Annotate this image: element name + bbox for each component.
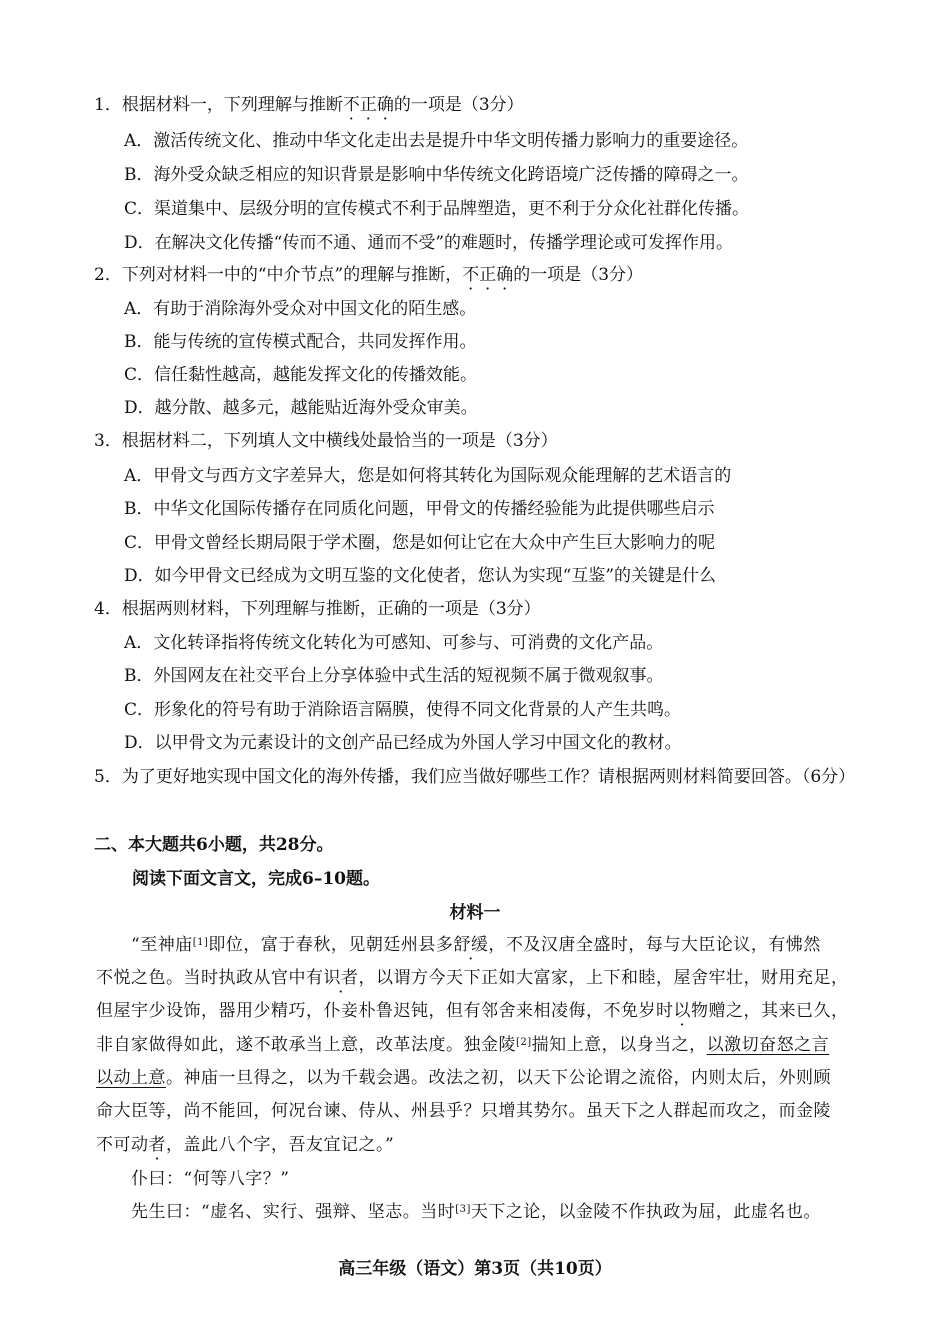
q3-option-c: C．甲骨文曾经长期局限于学术圈，您是如何让它在大众中产生巨大影响力的呢: [124, 533, 716, 553]
dotted-word: 舒缓: [453, 935, 489, 955]
passage-text: ，不及汉唐全盛时，每与大臣论议，有怫然: [488, 935, 821, 955]
passage-line-2: [96, 967, 950, 989]
passage-text: 即位，富于春秋，见朝廷州县多: [208, 935, 454, 955]
question-5-stem: 5．为了更好地实现中国文化的海外传播，我们应当做好哪些工作？请根据两则材料简要回答。（6分）: [94, 767, 856, 787]
passage-text: ，以谓方今天下正如大富家，上下和睦，屋舍牢壮，财用充足，: [358, 968, 849, 988]
passage-line-7: [96, 1134, 950, 1156]
question-3-stem: 3．根据材料二，下列填人文中横线处最恰当的一项是（3分）: [94, 431, 558, 451]
q3-option-a: A．甲骨文与西方文字差异大，您是如何将其转化为国际观众能理解的艺术语言的: [124, 466, 732, 486]
q1-option-a: A．激活传统文化、推动中华文化走出去是提升中华文明传播力影响力的重要途径。: [124, 131, 749, 151]
q2-option-b: B．能与传统的宣传模式配合，共同发挥作用。: [124, 332, 477, 352]
q1-stem-post: 的一项是（3分）: [393, 95, 524, 115]
passage-line-3: [96, 1000, 950, 1022]
q4-option-d: D．以甲骨文为元素设计的文创产品已经成为外国人学习中国文化的教材。: [124, 733, 682, 753]
dotted-word: 以: [673, 1001, 691, 1021]
passage-text: “至神庙: [131, 935, 193, 955]
passage-text: 揣知上意，以身当之，: [531, 1035, 707, 1055]
passage-line-6: 命大臣等，尚不能回，何况台谏、侍从、州县乎？只增其势尔。虽天下之人群起而攻之，而金陵: [96, 1101, 831, 1121]
page-footer: 高三年级（语文）第3页（共10页）: [338, 1259, 612, 1279]
passage-text: 天下之论，以金陵不作执政为屈，此虚名也。: [470, 1202, 821, 1222]
underlined-phrase: 以动上意: [96, 1068, 166, 1088]
passage-text: 但屋宇少设饰，器用少精巧，仆妾朴鲁迟钝，但有邻舍来相凌侮，不免岁时: [96, 1001, 674, 1021]
passage-text: 物赠之，其来已久，: [691, 1001, 849, 1021]
passage-text: 不可动: [96, 1135, 149, 1155]
material-title: 材料一: [449, 903, 501, 923]
question-1-stem: [94, 94, 950, 116]
q1-emphasis: 不正确: [342, 95, 394, 115]
question-4-stem: 4．根据两则材料，下列理解与推断，正确的一项是（3分）: [94, 599, 541, 619]
footnote-marker: [3]: [455, 1204, 471, 1215]
passage-text: 。神庙一旦得之，以为千载会遇。改法之初，以天下公论谓之流俗，内则太后，外则顾: [166, 1068, 831, 1088]
footnote-marker: [2]: [516, 1037, 532, 1048]
q2-option-d: D．越分散、越多元，越能贴近海外受众审美。: [124, 398, 478, 418]
q2-stem-pre: 2．下列对材料一中的“中介节点”的理解与推断，: [94, 265, 463, 285]
q2-option-a: A．有助于消除海外受众对中国文化的陌生感。: [124, 299, 477, 319]
underlined-phrase: 以激切奋怒之言: [706, 1035, 830, 1055]
q1-option-b: B．海外受众缺乏相应的知识背景是影响中华传统文化跨语境广泛传播的障碍之一。: [124, 165, 749, 185]
q2-stem-post: 的一项是（3分）: [513, 265, 644, 285]
q3-option-d: D．如今甲骨文已经成为文明互鉴的文化使者，您认为实现“互鉴”的关键是什么: [124, 566, 717, 586]
q4-option-b: B．外国网友在社交平台上分享体验中式生活的短视频不属于微观叙事。: [124, 666, 664, 686]
passage-text: 非自家做得如此，遂不敢承当上意，改革法度。独金陵: [96, 1035, 516, 1055]
q3-option-b: B．中华文化国际传播存在同质化问题，甲骨文的传播经验能为此提供哪些启示: [124, 499, 715, 519]
passage-text: 先生曰：“虚名、实行、强辩、坚志。当时: [131, 1202, 456, 1222]
dotted-word: 识者: [323, 968, 359, 988]
q1-option-c: C．渠道集中、层级分明的宣传模式不利于品牌塑造，更不利于分众化社群化传播。: [124, 199, 750, 219]
q4-option-c: C．形象化的符号有助于消除语言隔膜，使得不同文化背景的人产生共鸣。: [124, 700, 682, 720]
passage-text: 不悦之色。当时执政从官中有: [96, 968, 324, 988]
section-2-intro: 阅读下面文言文，完成6–10题。: [132, 869, 380, 889]
q1-stem-pre: 1．根据材料一，下列理解与推断: [94, 95, 343, 115]
passage-text: ，盖此八个字，吾友宜记之。”: [166, 1135, 395, 1155]
question-2-stem: [94, 264, 950, 286]
dotted-word: 者: [148, 1135, 166, 1155]
section-2-heading: 二、本大题共6小题，共28分。: [94, 835, 334, 855]
passage-line-8: 仆曰：“何等八字？”: [131, 1169, 290, 1189]
passage-line-9: [131, 1201, 950, 1223]
footnote-marker: [1]: [192, 937, 209, 948]
passage-line-5: [96, 1067, 950, 1089]
q4-option-a: A．文化转译指将传统文化转化为可感知、可参与、可消费的文化产品。: [124, 633, 664, 653]
q1-option-d: D．在解决文化传播“传而不通、通而不受”的难题时，传播学理论或可发挥作用。: [124, 233, 734, 253]
q2-option-c: C．信任黏性越高，越能发挥文化的传播效能。: [124, 365, 478, 385]
passage-line-1: [131, 934, 950, 956]
passage-line-4: [96, 1034, 950, 1056]
q2-emphasis: 不正确: [462, 265, 514, 285]
